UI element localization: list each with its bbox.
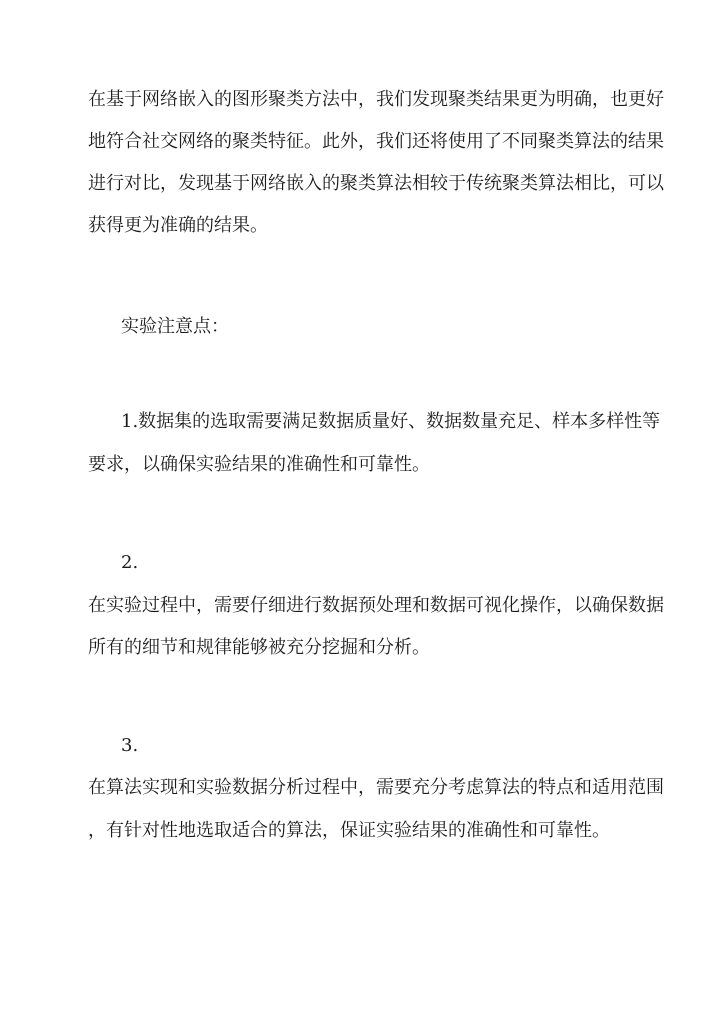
note-3-number: 3.: [121, 735, 139, 756]
note-3-line-1: 在算法实现和实验数据分析过程中，需要充分考虑算法的特点和适用范围: [88, 777, 664, 798]
notes-heading: 实验注意点：: [121, 316, 229, 337]
note-2-number: 2.: [121, 552, 139, 573]
paragraph-1-line-1: 在基于网络嵌入的图形聚类方法中，我们发现聚类结果更为明确，也更好: [88, 89, 664, 110]
note-2-line-2: 所有的细节和规律能够被充分挖掘和分析。: [88, 637, 430, 658]
note-1-line-2: 要求，以确保实验结果的准确性和可靠性。: [88, 454, 430, 475]
paragraph-1-line-2: 地符合社交网络的聚类特征。此外，我们还将使用了不同聚类算法的结果: [88, 131, 664, 152]
note-3-line-2: ，有针对性地选取适合的算法，保证实验结果的准确性和可靠性。: [88, 820, 610, 841]
paragraph-1-line-3: 进行对比，发现基于网络嵌入的聚类算法相较于传统聚类算法相比，可以: [88, 173, 664, 194]
note-2-line-1: 在实验过程中，需要仔细进行数据预处理和数据可视化操作，以确保数据: [88, 595, 664, 616]
paragraph-1-line-4: 获得更为准确的结果。: [88, 215, 268, 236]
note-1-line-1: 1.数据集的选取需要满足数据质量好、数据数量充足、样本多样性等: [121, 411, 661, 432]
